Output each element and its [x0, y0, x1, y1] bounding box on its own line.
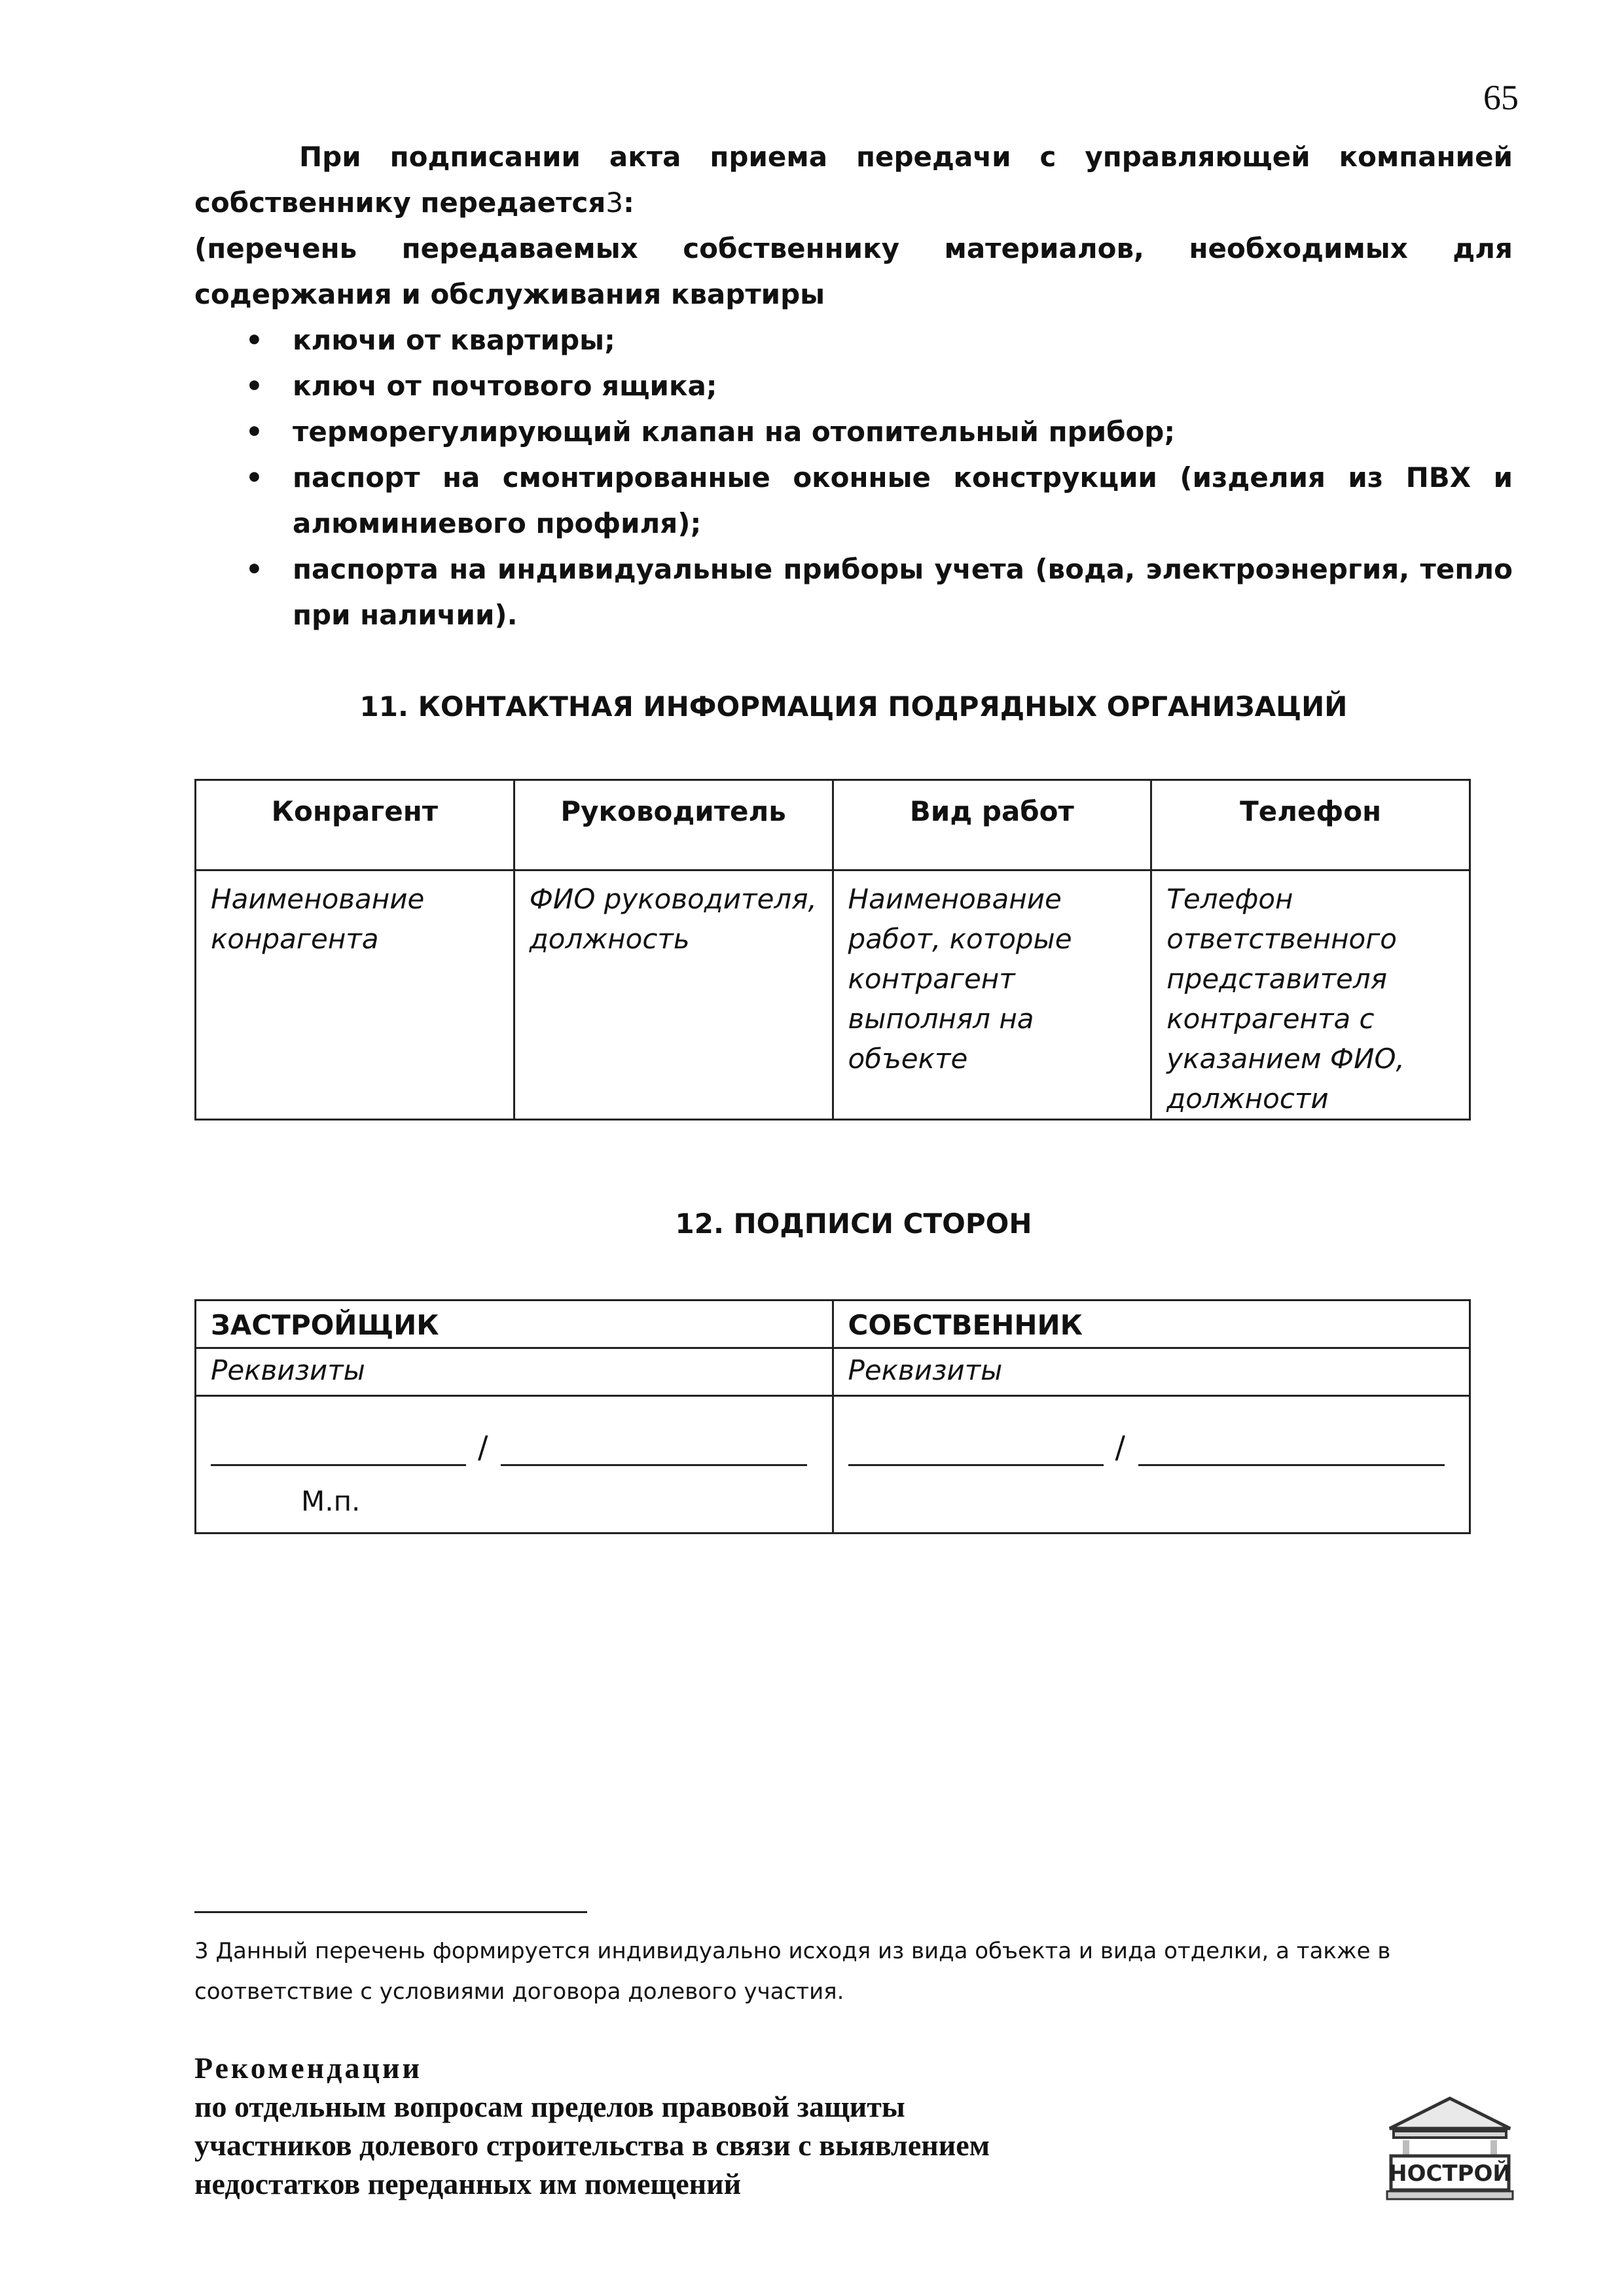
signatures-table	[194, 1299, 1471, 1534]
header-phone: Телефон	[1151, 780, 1470, 870]
list-item: • паспорт на смонтированные оконные конструкции (изделия из ПВХ и алюминиевого профиля);	[194, 455, 1513, 547]
contacts-table	[194, 779, 1471, 1121]
cell-manager: ФИО руководителя, должность	[514, 870, 833, 1120]
bullet-icon: •	[245, 324, 263, 356]
section-12-title: 12. ПОДПИСИ СТОРОН	[675, 1208, 1032, 1240]
owner-requisites: Реквизиты	[833, 1348, 1470, 1396]
section-11-title: 11. КОНТАКТНАЯ ИНФОРМАЦИЯ ПОДРЯДНЫХ ОРГАНИЗАЦИЙ	[359, 691, 1348, 723]
intro-text: При подписании акта приема передачи с управляющей компанией собственнику передается	[194, 141, 1513, 219]
list-item: • паспорта на индивидуальные приборы учета (вода, электроэнергия, тепло при наличии).	[194, 547, 1513, 638]
signature-slash: /	[478, 1429, 488, 1465]
parties-row	[196, 1300, 1470, 1348]
bullet-icon: •	[245, 416, 263, 448]
owner-label: СОБСТВЕННИК	[833, 1300, 1470, 1348]
list-item: • ключи от квартиры;	[194, 317, 1513, 363]
nostroy-logo	[1384, 2094, 1515, 2202]
bullet-icon: •	[245, 370, 263, 402]
footer-line: по отдельным вопросам пределов правовой защиты	[194, 2090, 905, 2123]
name-line[interactable]	[501, 1464, 807, 1466]
signature-slash: /	[1115, 1429, 1125, 1465]
table-header-row	[196, 780, 1470, 870]
list-item: • ключ от почтового ящика;	[194, 363, 1513, 409]
header-manager: Руководитель	[514, 780, 833, 870]
cell-phone: Телефон ответственного представителя контрагента с указанием ФИО, должности	[1151, 870, 1470, 1120]
cell-work-type: Наименование работ, которые контрагент выполнял на объекте	[833, 870, 1151, 1120]
name-line[interactable]	[1138, 1464, 1445, 1466]
logo-text: НОСТРОЙ	[1388, 2161, 1511, 2187]
bullet-icon: •	[245, 553, 263, 585]
requisites-row	[196, 1348, 1470, 1396]
intro-paragraph: При подписании акта приема передачи с управляющей компанией собственнику передается3:	[194, 141, 1513, 219]
footer-block	[194, 2049, 1307, 2203]
signature-row	[196, 1396, 1470, 1534]
owner-signature-cell	[833, 1396, 1470, 1534]
list-intro: (перечень передаваемых собственнику материалов, необходимых для содержания и обслуживания квартиры	[194, 232, 1513, 310]
signature-line[interactable]	[211, 1464, 466, 1466]
developer-label: ЗАСТРОЙЩИК	[196, 1300, 833, 1348]
footnote-ref[interactable]: 3	[605, 187, 624, 219]
footer-heading: Рекомендации	[194, 2051, 422, 2085]
footer-line: участников долевого строительства в связи с выявлением	[194, 2128, 990, 2162]
developer-requisites: Реквизиты	[196, 1348, 833, 1396]
stamp-label: М.п.	[301, 1485, 361, 1517]
cell-contractor: Наименование конрагента	[196, 870, 514, 1120]
header-work-type: Вид работ	[833, 780, 1151, 870]
footnote-divider	[194, 1911, 587, 1913]
developer-signature-cell	[196, 1396, 833, 1534]
intro-block	[194, 134, 1513, 638]
bullet-icon: •	[245, 461, 263, 493]
list-item: • терморегулирующий клапан на отопительный прибор;	[194, 409, 1513, 455]
footnote-text: 3 Данный перечень формируется индивидуально исходя из вида объекта и вида отделки, а также в соответствие с условиями договора долевого участия.	[194, 1938, 1391, 2005]
materials-list	[194, 317, 1513, 638]
header-contractor: Конрагент	[196, 780, 514, 870]
page-number: 65	[1483, 78, 1519, 117]
footer-line: недостатков переданных им помещений	[194, 2167, 742, 2200]
signature-line[interactable]	[848, 1464, 1104, 1466]
table-row	[196, 870, 1470, 1120]
